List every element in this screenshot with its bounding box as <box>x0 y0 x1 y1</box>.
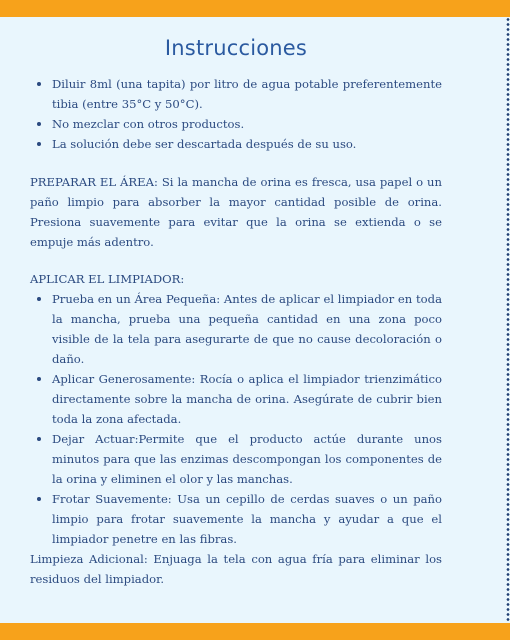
instructions-content <box>30 36 442 589</box>
spacer <box>30 154 442 172</box>
bullet-item: Aplicar Generosamente: Rocía o aplica el limpiador trienzimático directamente sobre la mancha de orina. Asegúrate de cubrir bien toda la zona afectada. <box>52 369 442 429</box>
preparar-paragraph: PREPARAR EL ÁREA: Si la mancha de orina es fresca, usa papel o un paño limpio para absorber la mayor cantidad posible de orina. Presiona suavemente para evitar que la orina se extienda o se empuje más adentro. <box>30 175 442 249</box>
bullet-item: Diluir 8ml (una tapita) por litro de agua potable preferentemente tibia (entre 35°C y 50°C). <box>52 74 442 114</box>
bullet-item: Dejar Actuar:Permite que el producto actúe durante unos minutos para que las enzimas descompongan los componentes de la orina y eliminen el olor y las manchas. <box>52 429 442 489</box>
top-orange-bar <box>0 0 510 17</box>
bullet-item: La solución debe ser descartada después de su uso. <box>52 134 442 154</box>
aplicar-heading: APLICAR EL LIMPIADOR: <box>30 272 185 286</box>
bullet-item: Frotar Suavemente: Usa un cepillo de cerdas suaves o un paño limpio para frotar suavemente la mancha y ayudar a que el limpiador penetre en las fibras. <box>52 489 442 549</box>
bullet-item: No mezclar con otros productos. <box>52 114 442 134</box>
page-title: Instrucciones <box>164 36 308 60</box>
bottom-orange-bar <box>0 623 510 640</box>
bullet-item: Prueba en un Área Pequeña: Antes de aplicar el limpiador en toda la mancha, prueba una pequeña cantidad en una zona poco visible de la tela para asegurarte de que no cause decoloración o daño. <box>52 289 442 369</box>
spacer <box>30 252 442 269</box>
general-bullets <box>30 74 442 154</box>
limpieza-paragraph: Limpieza Adicional: Enjuaga la tela con agua fría para eliminar los residuos del limpiador. <box>30 552 442 586</box>
aplicar-bullets <box>30 289 442 549</box>
dotted-border <box>506 17 510 623</box>
